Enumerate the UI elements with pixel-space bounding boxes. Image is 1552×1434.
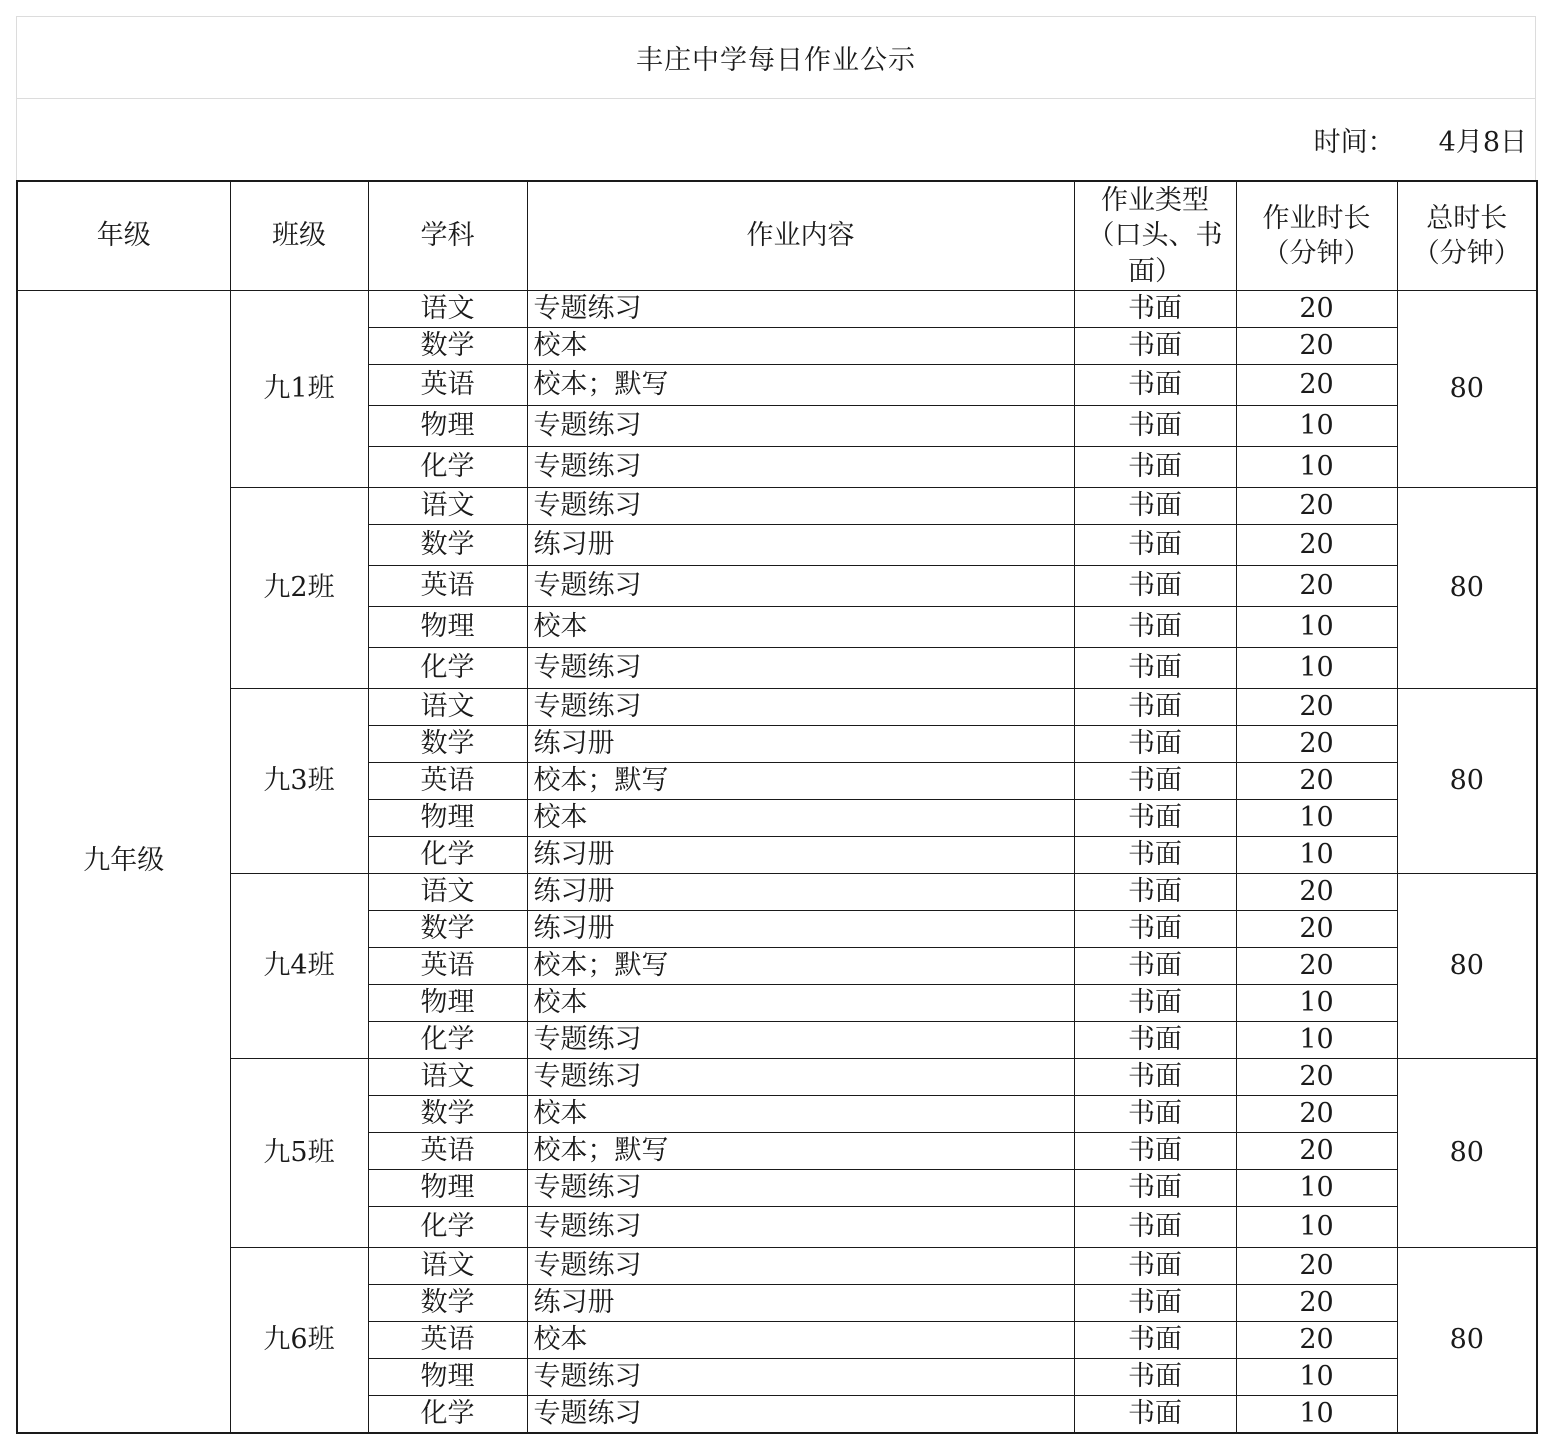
subject-cell: 语文 — [368, 689, 527, 726]
subject-cell: 物理 — [368, 406, 527, 447]
content-cell: 专题练习 — [527, 1396, 1074, 1434]
grade-cell: 九年级 — [17, 291, 230, 1434]
type-cell: 书面 — [1074, 948, 1236, 985]
table-row — [17, 874, 1537, 911]
content-cell: 练习册 — [527, 911, 1074, 948]
content-cell: 校本 — [527, 1322, 1074, 1359]
subject-cell: 物理 — [368, 607, 527, 648]
class-name-cell: 九2班 — [230, 488, 368, 689]
minutes-cell: 20 — [1236, 911, 1397, 948]
minutes-cell: 20 — [1236, 365, 1397, 406]
table-row — [17, 1248, 1537, 1285]
content-cell: 专题练习 — [527, 406, 1074, 447]
page-title-row — [16, 16, 1536, 98]
subject-cell: 数学 — [368, 726, 527, 763]
type-cell: 书面 — [1074, 648, 1236, 689]
header-total: 总时长（分钟） — [1397, 181, 1537, 291]
total-minutes-cell: 80 — [1397, 1248, 1537, 1434]
content-cell: 专题练习 — [527, 689, 1074, 726]
type-cell: 书面 — [1074, 1396, 1236, 1434]
content-cell: 校本 — [527, 328, 1074, 365]
content-cell: 校本；默写 — [527, 763, 1074, 800]
class-name-cell: 九5班 — [230, 1059, 368, 1248]
type-cell: 书面 — [1074, 1170, 1236, 1207]
subject-cell: 化学 — [368, 1022, 527, 1059]
table-row — [17, 1059, 1537, 1096]
subject-cell: 物理 — [368, 1170, 527, 1207]
subject-cell: 物理 — [368, 1359, 527, 1396]
subject-cell: 英语 — [368, 763, 527, 800]
type-cell: 书面 — [1074, 447, 1236, 488]
subject-cell: 数学 — [368, 1285, 527, 1322]
content-cell: 校本 — [527, 607, 1074, 648]
content-cell: 校本 — [527, 800, 1074, 837]
type-cell: 书面 — [1074, 1207, 1236, 1248]
homework-table — [16, 180, 1538, 1434]
subject-cell: 语文 — [368, 1059, 527, 1096]
type-cell: 书面 — [1074, 406, 1236, 447]
content-cell: 练习册 — [527, 1285, 1074, 1322]
minutes-cell: 10 — [1236, 648, 1397, 689]
content-cell: 专题练习 — [527, 1022, 1074, 1059]
subject-cell: 化学 — [368, 837, 527, 874]
content-cell: 练习册 — [527, 874, 1074, 911]
table-header-row — [17, 181, 1537, 291]
minutes-cell: 20 — [1236, 1059, 1397, 1096]
type-cell: 书面 — [1074, 607, 1236, 648]
minutes-cell: 10 — [1236, 800, 1397, 837]
minutes-cell: 10 — [1236, 1022, 1397, 1059]
minutes-cell: 10 — [1236, 1396, 1397, 1434]
minutes-cell: 20 — [1236, 1322, 1397, 1359]
total-minutes-cell: 80 — [1397, 488, 1537, 689]
subject-cell: 物理 — [368, 985, 527, 1022]
type-cell: 书面 — [1074, 365, 1236, 406]
content-cell: 校本；默写 — [527, 365, 1074, 406]
type-cell: 书面 — [1074, 837, 1236, 874]
table-row — [17, 689, 1537, 726]
content-cell: 专题练习 — [527, 488, 1074, 525]
minutes-cell: 20 — [1236, 488, 1397, 525]
type-cell: 书面 — [1074, 488, 1236, 525]
minutes-cell: 10 — [1236, 447, 1397, 488]
minutes-cell: 10 — [1236, 985, 1397, 1022]
type-cell: 书面 — [1074, 1285, 1236, 1322]
minutes-cell: 20 — [1236, 1096, 1397, 1133]
date-label: 时间： — [1313, 127, 1395, 158]
homework-sheet — [16, 16, 1536, 1434]
content-cell: 专题练习 — [527, 1359, 1074, 1396]
content-cell: 专题练习 — [527, 566, 1074, 607]
total-minutes-cell: 80 — [1397, 874, 1537, 1059]
total-minutes-cell: 80 — [1397, 689, 1537, 874]
minutes-cell: 10 — [1236, 1207, 1397, 1248]
type-cell: 书面 — [1074, 1096, 1236, 1133]
table-row — [17, 488, 1537, 525]
subject-cell: 化学 — [368, 648, 527, 689]
subject-cell: 化学 — [368, 1207, 527, 1248]
minutes-cell: 20 — [1236, 525, 1397, 566]
subject-cell: 数学 — [368, 525, 527, 566]
type-cell: 书面 — [1074, 291, 1236, 328]
subject-cell: 化学 — [368, 1396, 527, 1434]
date-value: 4月8日 — [1438, 127, 1527, 158]
type-cell: 书面 — [1074, 566, 1236, 607]
type-cell: 书面 — [1074, 1359, 1236, 1396]
minutes-cell: 20 — [1236, 874, 1397, 911]
minutes-cell: 20 — [1236, 948, 1397, 985]
content-cell: 专题练习 — [527, 1170, 1074, 1207]
subject-cell: 物理 — [368, 800, 527, 837]
table-body — [17, 291, 1537, 1434]
type-cell: 书面 — [1074, 1022, 1236, 1059]
type-cell: 书面 — [1074, 525, 1236, 566]
type-cell: 书面 — [1074, 1248, 1236, 1285]
subject-cell: 英语 — [368, 948, 527, 985]
content-cell: 校本；默写 — [527, 948, 1074, 985]
header-type: 作业类型（口头、书面） — [1074, 181, 1236, 291]
minutes-cell: 20 — [1236, 566, 1397, 607]
subject-cell: 语文 — [368, 874, 527, 911]
type-cell: 书面 — [1074, 800, 1236, 837]
subject-cell: 语文 — [368, 488, 527, 525]
type-cell: 书面 — [1074, 874, 1236, 911]
minutes-cell: 20 — [1236, 689, 1397, 726]
header-grade: 年级 — [17, 181, 230, 291]
type-cell: 书面 — [1074, 1059, 1236, 1096]
subject-cell: 语文 — [368, 1248, 527, 1285]
minutes-cell: 10 — [1236, 1359, 1397, 1396]
date-row — [16, 98, 1536, 180]
minutes-cell: 10 — [1236, 1170, 1397, 1207]
subject-cell: 化学 — [368, 447, 527, 488]
minutes-cell: 20 — [1236, 1133, 1397, 1170]
total-minutes-cell: 80 — [1397, 291, 1537, 488]
type-cell: 书面 — [1074, 985, 1236, 1022]
subject-cell: 英语 — [368, 1322, 527, 1359]
type-cell: 书面 — [1074, 1133, 1236, 1170]
total-minutes-cell: 80 — [1397, 1059, 1537, 1248]
minutes-cell: 20 — [1236, 726, 1397, 763]
minutes-cell: 20 — [1236, 291, 1397, 328]
header-subject: 学科 — [368, 181, 527, 291]
page-title: 丰庄中学每日作业公示 — [636, 45, 916, 76]
minutes-cell: 20 — [1236, 1248, 1397, 1285]
minutes-cell: 20 — [1236, 1285, 1397, 1322]
class-name-cell: 九3班 — [230, 689, 368, 874]
type-cell: 书面 — [1074, 911, 1236, 948]
header-minutes: 作业时长（分钟） — [1236, 181, 1397, 291]
subject-cell: 数学 — [368, 328, 527, 365]
header-class: 班级 — [230, 181, 368, 291]
type-cell: 书面 — [1074, 763, 1236, 800]
content-cell: 专题练习 — [527, 1248, 1074, 1285]
minutes-cell: 20 — [1236, 763, 1397, 800]
header-content: 作业内容 — [527, 181, 1074, 291]
content-cell: 校本 — [527, 1096, 1074, 1133]
content-cell: 校本；默写 — [527, 1133, 1074, 1170]
content-cell: 专题练习 — [527, 1059, 1074, 1096]
table-row — [17, 291, 1537, 328]
type-cell: 书面 — [1074, 1322, 1236, 1359]
subject-cell: 英语 — [368, 365, 527, 406]
class-name-cell: 九6班 — [230, 1248, 368, 1434]
subject-cell: 语文 — [368, 291, 527, 328]
content-cell: 练习册 — [527, 525, 1074, 566]
minutes-cell: 20 — [1236, 328, 1397, 365]
class-name-cell: 九1班 — [230, 291, 368, 488]
subject-cell: 英语 — [368, 566, 527, 607]
class-name-cell: 九4班 — [230, 874, 368, 1059]
minutes-cell: 10 — [1236, 607, 1397, 648]
minutes-cell: 10 — [1236, 837, 1397, 874]
subject-cell: 数学 — [368, 1096, 527, 1133]
type-cell: 书面 — [1074, 328, 1236, 365]
type-cell: 书面 — [1074, 726, 1236, 763]
content-cell: 专题练习 — [527, 447, 1074, 488]
content-cell: 专题练习 — [527, 1207, 1074, 1248]
minutes-cell: 10 — [1236, 406, 1397, 447]
content-cell: 专题练习 — [527, 648, 1074, 689]
subject-cell: 英语 — [368, 1133, 527, 1170]
content-cell: 练习册 — [527, 837, 1074, 874]
content-cell: 练习册 — [527, 726, 1074, 763]
subject-cell: 数学 — [368, 911, 527, 948]
content-cell: 校本 — [527, 985, 1074, 1022]
type-cell: 书面 — [1074, 689, 1236, 726]
content-cell: 专题练习 — [527, 291, 1074, 328]
